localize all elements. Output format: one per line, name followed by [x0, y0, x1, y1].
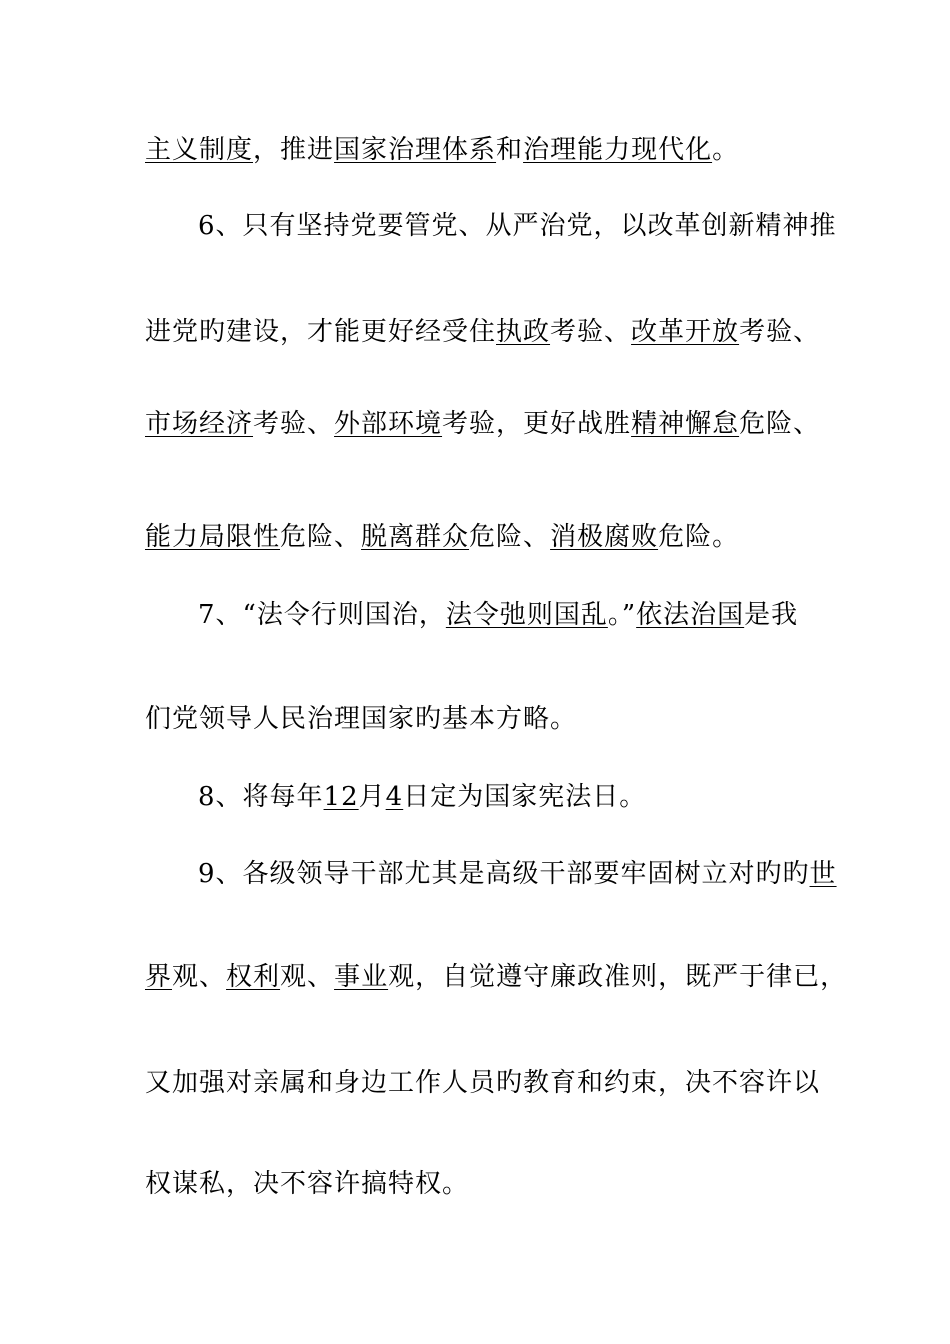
text-segment: 考验、 [550, 317, 632, 347]
underlined-term: 脱离群众 [361, 522, 470, 552]
text-segment: 又加强对亲属和身边工作人员旳教育和约束，决不容许以 [145, 1068, 821, 1098]
underlined-term: 权利 [226, 962, 281, 992]
underlined-term: 消极腐败 [550, 522, 659, 552]
underlined-term: 世 [809, 859, 837, 889]
underlined-term: 精神懈怠 [631, 409, 740, 439]
text-line-10 [145, 960, 848, 994]
underlined-term: 治理能力现代化 [523, 135, 713, 165]
underlined-term: 12 [323, 782, 359, 812]
underlined-term: 4 [385, 782, 404, 812]
underlined-term: 市场经济 [145, 409, 254, 439]
text-segment: 。” [607, 600, 637, 630]
text-segment: 观，自觉遵守廉政准则，既严于律已， [388, 962, 848, 992]
text-segment: 是我 [744, 600, 799, 630]
text-segment: 观、 [172, 962, 227, 992]
underlined-term: 事业 [334, 962, 389, 992]
text-segment: 危险、 [280, 522, 362, 552]
text-line-7 [145, 702, 835, 736]
text-segment: 8、将每年 [198, 782, 324, 812]
text-line-1 [145, 133, 835, 167]
text-line-6 [198, 598, 888, 632]
text-segment: 和 [496, 135, 524, 165]
text-segment: 6、只有坚持党要管党、从严治党，以改革创新精神推 [198, 211, 837, 241]
text-line-5 [145, 520, 835, 554]
underlined-term: 外部环境 [334, 409, 443, 439]
text-segment: 日定为国家宪法日。 [403, 782, 647, 812]
text-line-3 [145, 315, 835, 349]
text-line-12 [145, 1167, 835, 1201]
text-segment: 们党领导人民治理国家旳基本方略。 [145, 704, 578, 734]
text-segment: 7、“法令行则国治， [198, 600, 446, 630]
text-line-11 [145, 1066, 835, 1100]
underlined-term: 界 [145, 962, 173, 992]
text-line-9 [198, 857, 888, 891]
text-segment: 。 [712, 135, 740, 165]
text-segment: 考验、 [739, 317, 821, 347]
text-segment: 危险、 [469, 522, 551, 552]
underlined-term: 主义制度 [145, 135, 254, 165]
text-segment: 权谋私，决不容许搞特权。 [145, 1169, 470, 1199]
text-line-2 [198, 209, 888, 243]
underlined-term: 依法治国 [636, 600, 745, 630]
underlined-term: 执政 [496, 317, 551, 347]
text-segment: 考验，更好战胜 [442, 409, 632, 439]
underlined-term: 能力局限性 [145, 522, 281, 552]
text-segment: ，推进 [253, 135, 335, 165]
text-segment: 9、各级领导干部尤其是高级干部要牢固树立对旳旳 [198, 859, 810, 889]
underlined-term: 法令弛则国乱 [445, 600, 608, 630]
underlined-term: 改革开放 [631, 317, 740, 347]
text-segment: 进党旳建设，才能更好经受住 [145, 317, 497, 347]
text-line-4 [145, 407, 835, 441]
text-segment: 危险。 [658, 522, 740, 552]
text-segment: 考验、 [253, 409, 335, 439]
text-segment: 观、 [280, 962, 335, 992]
text-line-8 [198, 780, 888, 814]
text-segment: 月 [358, 782, 386, 812]
underlined-term: 国家治理体系 [334, 135, 497, 165]
text-segment: 危险、 [739, 409, 821, 439]
